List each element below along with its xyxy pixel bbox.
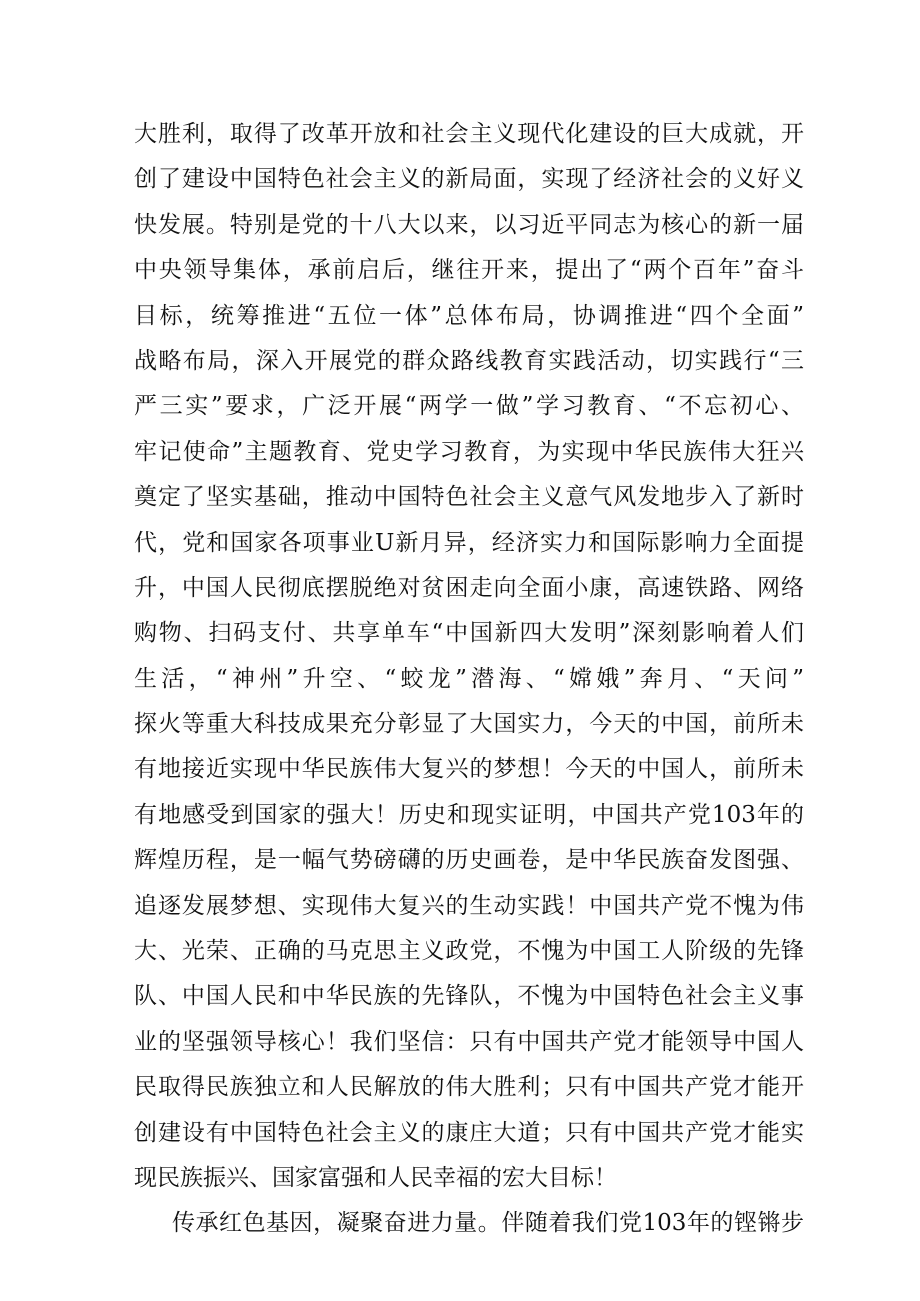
text-line: 业的坚强领导核心！我们坚信：只有中国共产党才能领导中国人 [134, 1028, 804, 1055]
text-line: 民取得民族独立和人民解放的伟大胜利；只有中国共产党才能开 [134, 1074, 804, 1101]
text-line: 有地感受到国家的强大！历史和现实证明，中国共产党103年的 [134, 801, 804, 828]
body-text [134, 112, 804, 1247]
text-line: 队、中国人民和中华民族的先锋队，不愧为中国特色社会主义事 [134, 983, 804, 1010]
text-line: 大胜利，取得了改革开放和社会主义现代化建设的巨大成就，开 [134, 121, 804, 147]
text-line: 购物、扫码支付、共享单车“中国新四大发明”深刻影响着人们 [134, 620, 804, 647]
text-line: 快发展。特别是党的十八大以来，以习近平同志为核心的新一届 [134, 211, 804, 238]
text-line: 创建设有中国特色社会主义的康庄大道；只有中国共产党才能实 [134, 1119, 804, 1146]
text-line: 创了建设中国特色社会主义的新局面，实现了经济社会的义好义 [134, 166, 804, 193]
text-line: 牢记使命”主题教育、党史学习教育，为实现中华民族伟大狂兴 [134, 438, 804, 465]
text-line: 生活，“神州”升空、“蛟龙”潜海、“嫦娥”奔月、“天问” [134, 665, 804, 692]
text-line: 奠定了坚实基础，推动中国特色社会主义意气风发地步入了新时 [134, 484, 804, 511]
text-line: 中央领导集体，承前启后，继往开来，提出了“两个百年”奋斗 [134, 257, 804, 284]
new-paragraph-line: 传承红色基因，凝聚奋进力量。伴随着我们党103年的铿锵步 [172, 1210, 804, 1237]
text-line: 追逐发展梦想、实现伟大复兴的生动实践！中国共产党不愧为伟 [134, 892, 804, 919]
paragraph-end-line: 现民族振兴、国家富强和人民幸福的宏大目标！ [134, 1164, 617, 1191]
text-line: 代，党和国家各项事业U新月异，经济实力和国际影响力全面提 [134, 529, 804, 556]
text-line: 有地接近实现中华民族伟大复兴的梦想！今天的中国人，前所未 [134, 756, 804, 783]
text-line: 探火等重大科技成果充分彰显了大国实力，今天的中国，前所未 [134, 711, 804, 738]
text-line: 严三实”要求，广泛开展“两学一做”学习教育、“不忘初心、 [134, 393, 804, 420]
text-line: 辉煌历程，是一幅气势磅礴的历史画卷，是中华民族奋发图强、 [134, 847, 804, 874]
text-line: 大、光荣、正确的马克思主义政党，不愧为中国工人阶级的先锋 [134, 938, 804, 965]
text-line: 目标，统筹推进“五位一体”总体布局，协调推进“四个全面” [134, 302, 804, 329]
text-line: 战略布局，深入开展党的群众路线教育实践活动，切实践行“三 [134, 347, 804, 374]
text-line: 升，中国人民彻底摆脱绝对贫困走向全面小康，高速铁路、网络 [134, 574, 804, 601]
